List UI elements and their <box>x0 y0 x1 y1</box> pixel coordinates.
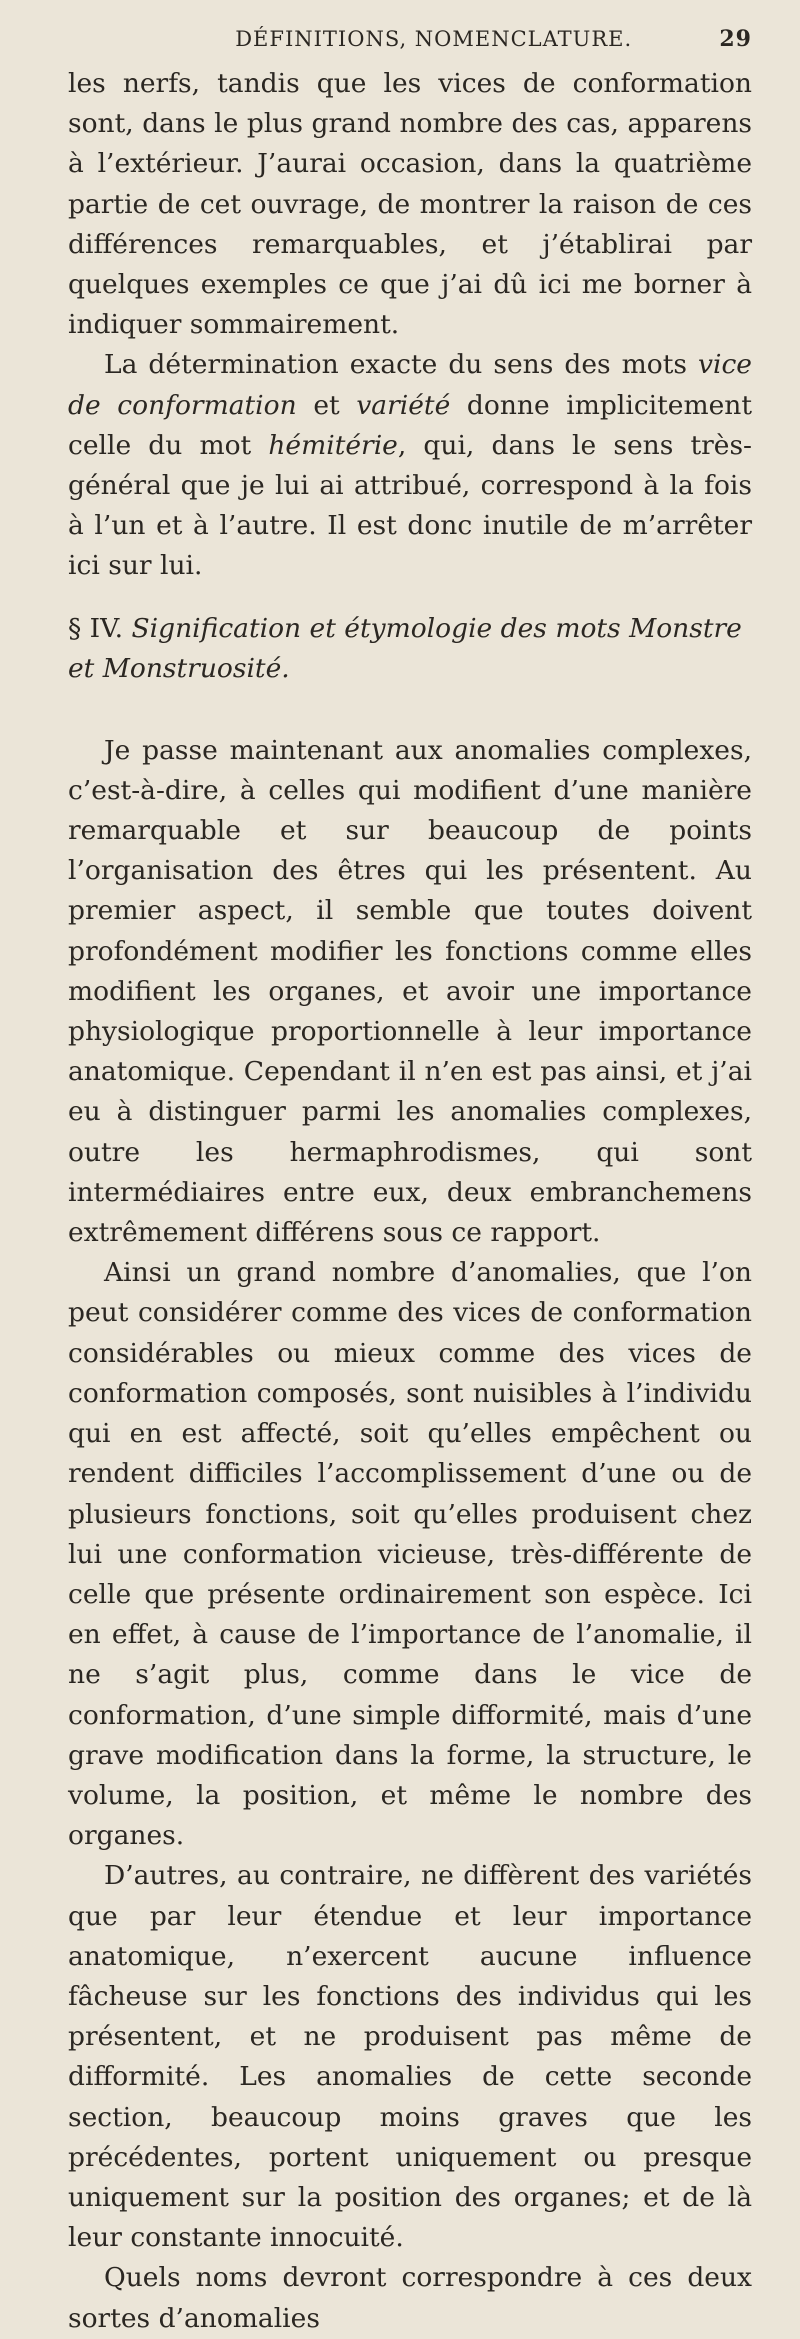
term-vice-de-conformation: vice de conformation <box>68 349 752 421</box>
paragraph-2-tail: , qui, dans le sens très-général que je lui ai attribué, correspond à la fois à l’un et à l’autre. Il est donc inutile de m’arrêter ici sur lui. <box>68 429 752 582</box>
paragraph-2 <box>68 345 752 586</box>
paragraph-6: Quels noms devront correspondre à ces deux sortes d’anomalies <box>68 2262 752 2334</box>
term-hemiterie: hémitérie <box>268 429 398 461</box>
section-title: Signification et étymologie des mots Monstre et Monstruosité. <box>68 612 742 684</box>
section-heading <box>68 609 752 689</box>
paragraph-2-lead: La détermination exacte du sens des mots <box>104 349 699 381</box>
term-variete: variété <box>356 389 451 421</box>
section-mark: § IV. <box>68 612 124 644</box>
paragraph-5: D’autres, au contraire, ne diffèrent des variétés que par leur étendue et leur importance anatomique, n’exercent aucune influence fâcheuse sur les fonctions des individus qui les présentent, et ne produisent pas même de difformité. Les anomalies de cette seconde section, beaucoup moins graves que les précédentes, portent uniquement ou presque uniquement sur la position des organes; et de là leur constante innocuité. <box>68 1860 752 2254</box>
running-title: DÉFINITIONS, NOMENCLATURE. <box>235 27 633 51</box>
paragraph-4: Ainsi un grand nombre d’anomalies, que l’on peut considérer comme des vices de conformation considérables ou mieux comme des vices de conformation composés, sont nuisibles à l’individu qui en est affecté, soit qu’elles empêchent ou rendent difficiles l’accomplissement d’une ou de plusieurs fonctions, soit qu’elles produisent chez lui une conformation vicieuse, très-différente de celle que présente ordinairement son espèce. Ici en effet, à cause de l’importance de l’anomalie, il ne s’agit plus, comme dans le vice de conformation, d’une simple difformité, mais d’une grave modification dans la forme, la structure, le volume, la position, et même le nombre des organes. <box>68 1257 752 1852</box>
paragraph-2-mid-2: donne implicitement celle du mot <box>68 389 753 461</box>
paragraph-1: les nerfs, tandis que les vices de conformation sont, dans le plus grand nombre des cas, apparens à l’extérieur. J’aurai occasion, dans la quatrième partie de cet ouvrage, de montrer la raison de ces différences remarquables, et j’établirai par quelques exemples ce que j’ai dû ici me borner à indiquer sommairement. <box>68 68 752 341</box>
paragraph-3: Je passe maintenant aux anomalies complexes, c’est-à-dire, à celles qui modifient d’une manière remarquable et sur beaucoup de points l’organisation des êtres qui les présentent. Au premier aspect, il semble que toutes doivent profondément modifier les fonctions comme elles modifient les organes, et avoir une importance physiologique proportionnelle à leur importance anatomique. Cependant il n’en est pas ainsi, et j’ai eu à distinguer parmi les anomalies complexes, outre les hermaphrodismes, qui sont intermédiaires entre eux, deux embranchemens extrêmement différens sous ce rapport. <box>68 734 752 1249</box>
running-head <box>68 26 752 60</box>
paragraph-2-mid-1: et <box>296 389 357 421</box>
page-number: 29 <box>719 26 752 52</box>
